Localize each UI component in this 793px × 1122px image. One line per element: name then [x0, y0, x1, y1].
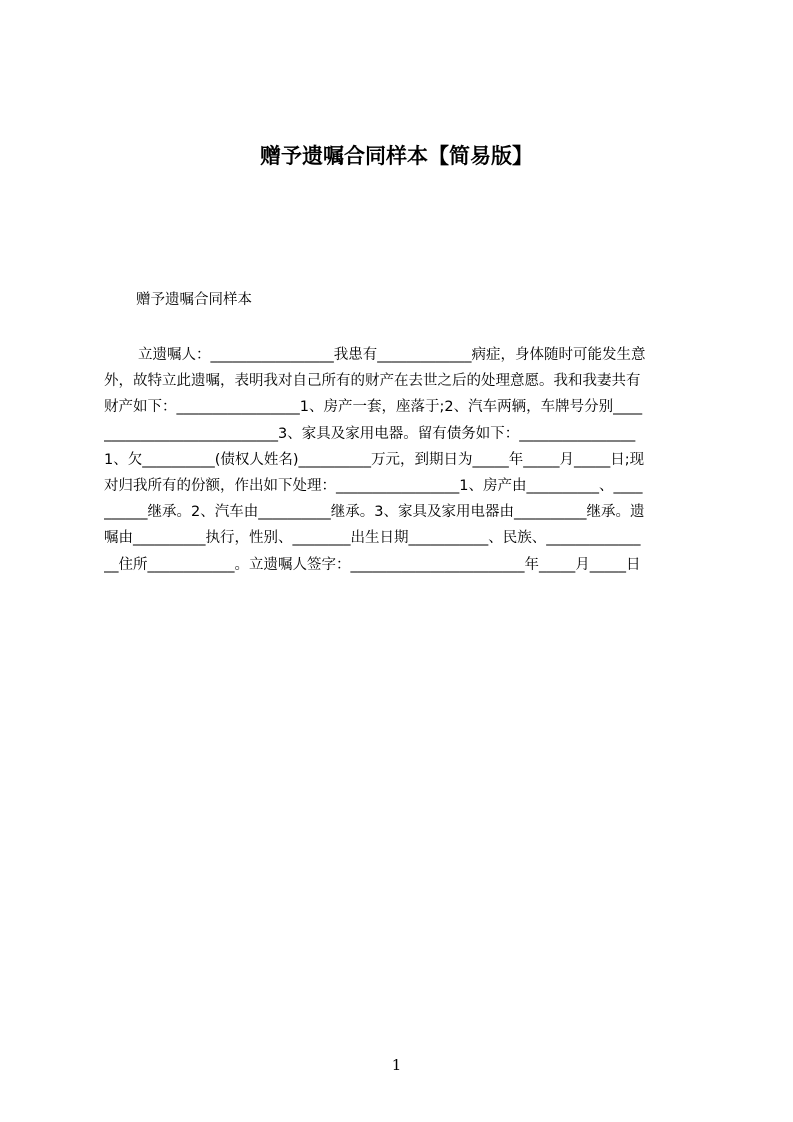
body-line: 嘱由__________执行，性别、________出生日期___________、民族、_____________ [104, 530, 641, 547]
contract-body [104, 342, 696, 578]
body-line: 对归我所有的份额，作出如下处理：_________________1、房产由__________、____ [104, 477, 643, 494]
page-number: 1 [391, 1056, 402, 1074]
body-line: 立遗嘱人：_________________我患有_____________病症，身体随时可能发生意 [138, 347, 646, 363]
body-line: __住所____________。立遗嘱人签字：________________________年_____月_____日 [104, 556, 641, 573]
body-line: 财产如下：_________________1、房产一套，座落于;2、汽车两辆，车牌号分别____ [104, 399, 643, 416]
body-line: 外，故特立此遗嘱，表明我对自己所有的财产在去世之后的处理意愿。我和我妻共有 [104, 373, 641, 390]
body-line: ________________________3、家具及家用电器。留有债务如下：________________ [104, 425, 636, 442]
body-line: 1、欠__________(债权人姓名)__________万元，到期日为_____年_____月_____日;现 [104, 451, 645, 468]
document-title: 赠予遗嘱合同样本【简易版】 [260, 144, 533, 168]
section-heading: 赠予遗嘱合同样本 [136, 292, 252, 308]
body-line: ______继承。2、汽车由__________继承。3、家具及家用电器由__________继承。遗 [104, 504, 645, 521]
